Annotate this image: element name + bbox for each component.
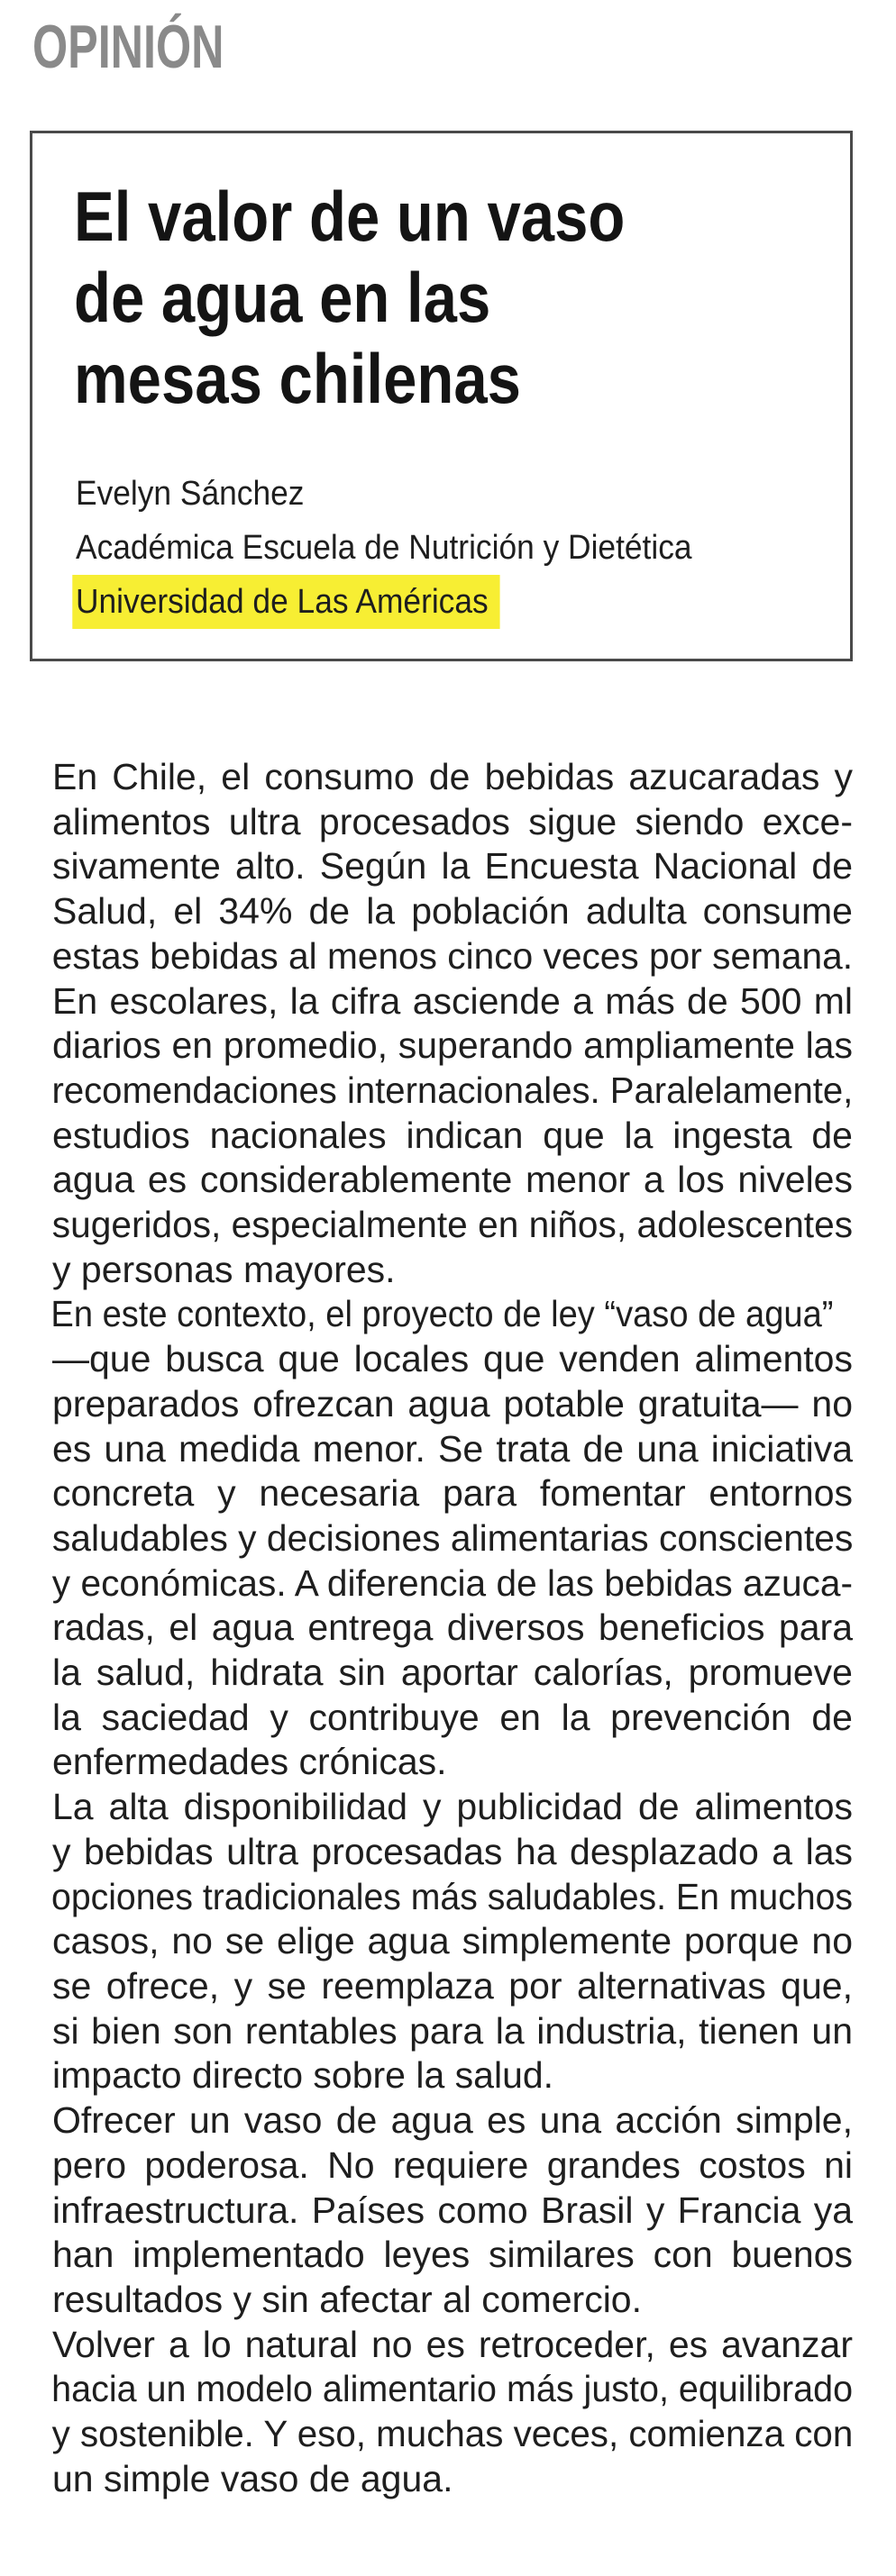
article-line: Salud, el 34% de la población adulta consume bbox=[52, 890, 853, 933]
article-line: concreta y necesaria para fomentar entornos bbox=[52, 1472, 853, 1515]
article-line: casos, no se elige agua simplemente porque no bbox=[52, 1920, 853, 1962]
article-line: agua es considerablemente menor a los niveles bbox=[52, 1159, 853, 1201]
article-line: alimentos ultra procesados sigue siendo exce- bbox=[52, 800, 853, 842]
article-line: Volver a lo natural no es retroceder, es avanzar bbox=[52, 2323, 853, 2365]
article-line: y económicas. A diferencia de las bebidas azuca- bbox=[51, 1561, 854, 1604]
article-line: hacia un modelo alimentario más justo, equilibrado bbox=[51, 2368, 854, 2410]
article-line: infraestructura. Países como Brasil y Francia ya bbox=[52, 2189, 853, 2231]
article-line: pero poderosa. No requiere grandes costos ni bbox=[52, 2144, 853, 2186]
article-line: y personas mayores. bbox=[52, 1248, 396, 1290]
headline-line: El valor de un vaso bbox=[74, 177, 626, 256]
headline-line: mesas chilenas bbox=[74, 339, 521, 418]
article-line: estudios nacionales indican que la ingesta de bbox=[52, 1114, 853, 1156]
article-line: La alta disponibilidad y publicidad de alimentos bbox=[52, 1786, 853, 1828]
article-line: En Chile, el consumo de bebidas azucaradas y bbox=[52, 756, 853, 797]
article-line: sivamente alto. Según la Encuesta Nacional de bbox=[52, 845, 853, 887]
article-line: Ofrecer un vaso de agua es una acción simple, bbox=[52, 2099, 853, 2142]
article-line: la salud, hidrata sin aportar calorías, promueve bbox=[52, 1652, 853, 1694]
author-name: Evelyn Sánchez bbox=[76, 475, 305, 513]
article-line: diarios en promedio, superando ampliamente las bbox=[52, 1024, 853, 1067]
article-line: estas bebidas al menos cinco veces por semana. bbox=[51, 934, 854, 977]
article-line: —que busca que locales que venden alimentos bbox=[52, 1338, 853, 1380]
article-paragraph bbox=[32, 2323, 853, 2502]
article-line: impacto directo sobre la salud. bbox=[52, 2054, 554, 2097]
byline bbox=[76, 467, 692, 629]
section-label: OPINIÓN bbox=[32, 13, 224, 81]
article-line: resultados y sin afectar al comercio. bbox=[52, 2278, 642, 2320]
author-institution: Universidad de Las Américas bbox=[72, 575, 499, 629]
article-line: han implementado leyes similares con buenos bbox=[52, 2234, 853, 2276]
author-title: Académica Escuela de Nutrición y Dietética bbox=[76, 529, 692, 567]
article-line: es una medida menor. Se trata de una iniciativa bbox=[52, 1427, 853, 1470]
headline bbox=[74, 176, 625, 419]
article-paragraph bbox=[32, 755, 853, 1292]
article-line: En este contexto, el proyecto de ley “vaso de agua” bbox=[50, 1293, 834, 1335]
article-line: preparados ofrezcan agua potable gratuita— no bbox=[52, 1382, 853, 1425]
article-line: radas, el agua entrega diversos beneficios para bbox=[52, 1607, 853, 1649]
article-line: saludables y decisiones alimentarias conscientes bbox=[51, 1516, 854, 1559]
article-paragraph bbox=[32, 1292, 853, 1785]
article-paragraph bbox=[32, 2098, 853, 2323]
article-line: la saciedad y contribuye en la prevención de bbox=[52, 1696, 853, 1738]
article-body bbox=[32, 755, 853, 2501]
article-line: y bebidas ultra procesadas ha desplazado a las bbox=[52, 1830, 853, 1872]
article-line: se ofrece, y se reemplaza por alternativas que, bbox=[52, 1964, 853, 2007]
article-line: sugeridos, especialmente en niños, adolescentes bbox=[51, 1204, 854, 1246]
article-line: recomendaciones internacionales. Paralelamente, bbox=[51, 1069, 854, 1111]
article-line: opciones tradicionales más saludables. En muchos bbox=[51, 1875, 854, 1917]
article-line: si bien son rentables para la industria, tienen un bbox=[52, 2009, 853, 2052]
article-paragraph bbox=[32, 1785, 853, 2098]
article-line: y sostenible. Y eso, muchas veces, comienza con bbox=[51, 2413, 854, 2455]
headline-line: de agua en las bbox=[74, 258, 491, 337]
article-line: un simple vaso de agua. bbox=[52, 2457, 453, 2499]
article-line: En escolares, la cifra asciende a más de 500 ml bbox=[52, 979, 853, 1022]
article-line: enfermedades crónicas. bbox=[52, 1741, 447, 1783]
